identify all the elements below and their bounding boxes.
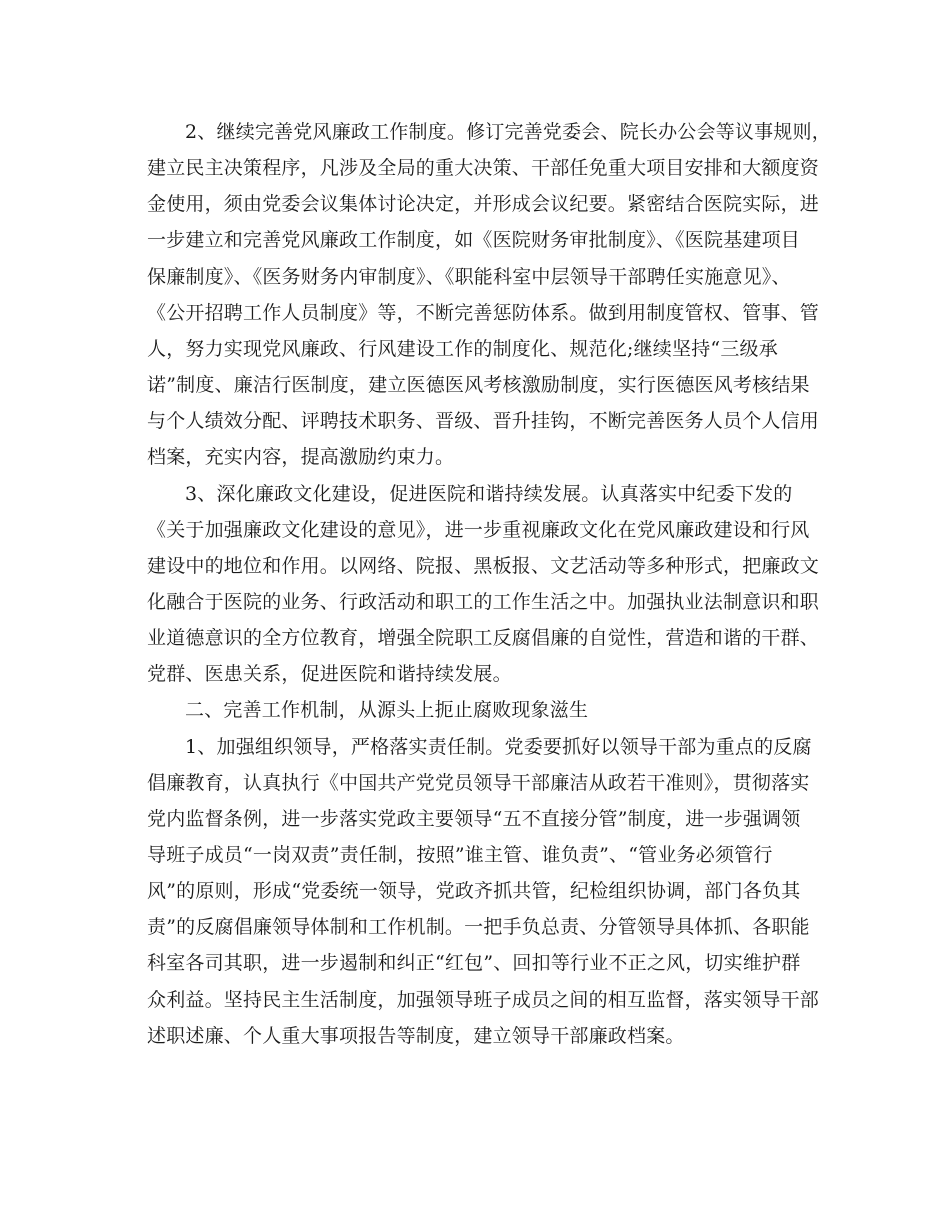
text-line: 风”的原则，形成“党委统一领导，党政齐抓共管，纪检组织协调，部门各负其 xyxy=(147,880,801,902)
text-line: 众利益。坚持民主生活制度，加强领导班子成员之间的相互监督，落实领导干部 xyxy=(147,989,820,1011)
text-line: 党群、医患关系，促进医院和谐持续发展。 xyxy=(147,663,512,685)
text-line: 档案，充实内容，提高激励约束力。 xyxy=(147,446,455,468)
text-line: 科室各司其职，进一步遏制和纠正“红包”、回扣等行业不正之风，切实维护群 xyxy=(147,952,801,974)
text-line: 3、深化廉政文化建设，促进医院和谐持续发展。认真落实中纪委下发的 xyxy=(185,483,793,505)
text-line: 化融合于医院的业务、行政活动和职工的工作生活之中。加强执业法制意识和职 xyxy=(147,591,820,613)
text-line: 一步建立和完善党风廉政工作制度，如《医院财务审批制度》、《医院基建项目 xyxy=(147,229,801,251)
text-line: 业道德意识的全方位教育，增强全院职工反腐倡廉的自觉性，营造和谐的干群、 xyxy=(147,627,820,649)
text-line: 诺”制度、廉洁行医制度，建立医德医风考核激励制度，实行医德医风考核结果 xyxy=(147,374,810,396)
text-line: 《关于加强廉政文化建设的意见》，进一步重视廉政文化在党风廉政建设和行风 xyxy=(147,519,810,541)
text-line: 党内监督条例，进一步落实党政主要领导“五不直接分管”制度，进一步强调领 xyxy=(147,808,801,830)
text-line: 责”的反腐倡廉领导体制和工作机制。一把手负总责、分管领导具体抓、各职能 xyxy=(147,916,810,938)
text-line: 倡廉教育，认真执行《中国共产党党员领导干部廉洁从政若干准则》，贯彻落实 xyxy=(147,772,810,794)
section-heading: 二、完善工作机制，从源头上扼止腐败现象滋生 xyxy=(185,699,589,721)
text-line: 导班子成员“一岗双责”责任制，按照”谁主管、谁负责”、“管业务必须管行 xyxy=(147,844,773,866)
text-line: 建设中的地位和作用。以网络、院报、黑板报、文艺活动等多种形式，把廉政文 xyxy=(147,555,820,577)
text-line: 《公开招聘工作人员制度》等，不断完善惩防体系。做到用制度管权、管事、管 xyxy=(147,302,820,324)
text-line: 与个人绩效分配、评聘技术职务、晋级、晋升挂钩，不断完善医务人员个人信用 xyxy=(147,410,820,432)
text-line: 人，努力实现党风廉政、行风建设工作的制度化、规范化;继续坚持“三级承 xyxy=(147,338,778,360)
text-line: 1、加强组织领导，严格落实责任制。党委要抓好以领导干部为重点的反腐 xyxy=(185,736,812,758)
text-line: 2、继续完善党风廉政工作制度。修订完善党委会、院长办公会等议事规则， xyxy=(185,121,831,143)
text-line: 建立民主决策程序，凡涉及全局的重大决策、干部任免重大项目安排和大额度资 xyxy=(147,157,820,179)
text-line: 述职述廉、个人重大事项报告等制度，建立领导干部廉政档案。 xyxy=(147,1025,685,1047)
text-line: 金使用，须由党委会议集体讨论决定，并形成会议纪要。紧密结合医院实际，进 xyxy=(147,193,820,215)
text-line: 保廉制度》、《医务财务内审制度》、《职能科室中层领导干部聘任实施意见》、 xyxy=(147,266,791,288)
